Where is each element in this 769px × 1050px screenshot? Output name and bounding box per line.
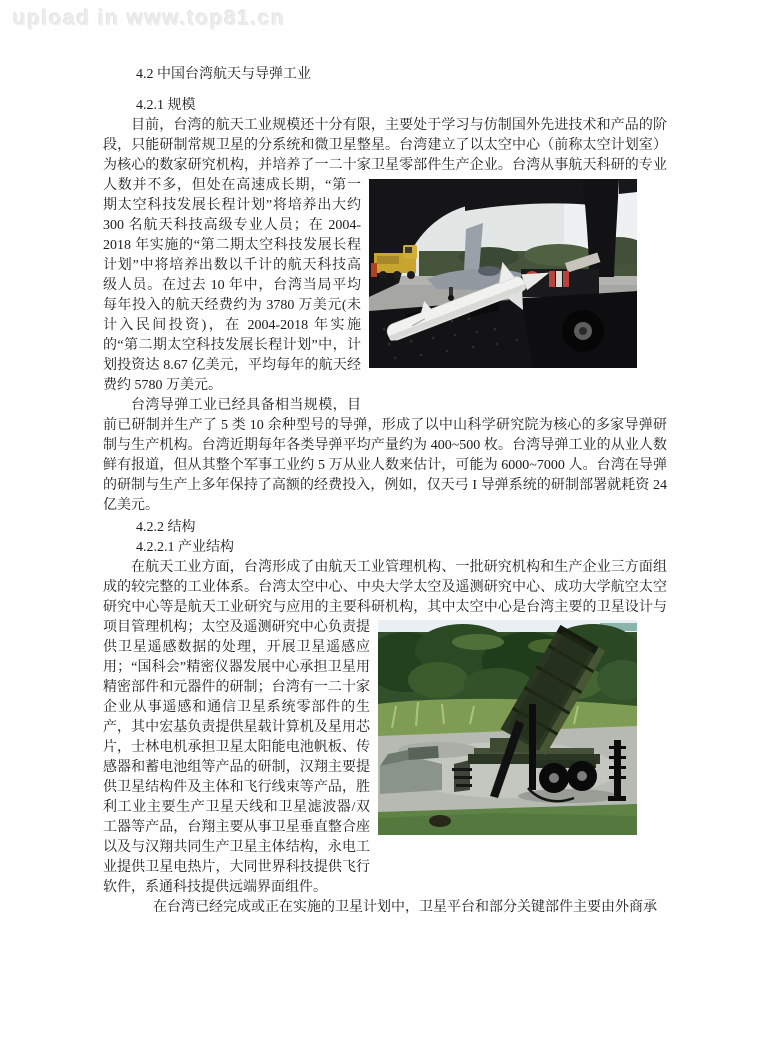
section-heading-4-2: 4.2 中国台湾航天与导弹工业	[136, 67, 311, 82]
paragraph-space-industry-scale	[103, 116, 667, 396]
paragraph-missile-industry: 台湾导弹工业已经具备相当规模，目前已研制并生产了 5 类 10 余种型号的导弹，形成了以中山科学研究院为核心的多家导弹研制与生产机构。台湾近期每年各类导弹平均产量约为 400~500 枚。台湾导弹工业的从业人数鲜有报道，但从其整个军事工业约 5 万从业人数来估计，可能为 6000~7000 人。台湾在导弹的研制与生产上多年保持了高额的经费投入，例如，仅天弓 I 导弹系统的研制部署就耗资 24 亿美元。	[103, 398, 667, 513]
paragraph-satellite-programs: 在台湾已经完成或正在实施的卫星计划中，卫星平台和部分关键部件主要由外商承	[153, 900, 657, 915]
support-mast	[529, 704, 536, 790]
paragraph-industry-structure	[103, 558, 667, 898]
paragraph-text: 项目管理机构；太空及遥测研究中心负责提供卫星遥感数据的处理，开展卫星遥感应用；“国科会”精密仪器发展中心承担卫星用精密部件和元器件的研制；台湾有一二十家企业从事遥感和通信卫星系统零部件的生产，其中宏基负责提供星载计算机及星用芯片，士林电机承担卫星太阳能电池帆板、传感器和蓄电池组等产品的研制，汉翔主要提供卫星结构件及主体和飞行线束等产品，胜利工业主要生产卫星天线和卫星滤波器/双工器等产品，台翔主要从事卫星垂直整合座以及与汉翔共同生产卫星主体结构，永电工业提供卫星电热片，大同世界科技提供飞行软件，系通科技提供远端界面组件。	[103, 620, 370, 895]
paragraph-text: 人数并不多，但处在高速成长期，“第一期太空科技发展长程计划”将培养出大约 300 名航天科技高级专业人员；在 2004-2018 年实施的“第二期太空科技发展长程计划”中将培养出数以千计的航天科技高级人员。在过去 10 年中，台湾当局平均每年投入的航天经费约为 3780 万美元(未计入民间投资)，在 2004-2018 年实施的“第二期太空科技发展长程计划”中，计划投资达 8.67 亿美元，平均每年的航天经费约 5780 万美元。	[103, 178, 361, 393]
section-heading-4-2-2-1: 4.2.2.1 产业结构	[136, 540, 234, 555]
photo-missile-launcher	[378, 620, 637, 835]
page-content	[103, 59, 667, 918]
missile-trailer-photo-illustration	[369, 179, 637, 368]
jungle-background	[378, 624, 637, 712]
section-heading-4-2-1: 4.2.1 规模	[136, 98, 196, 113]
photo-missile-on-trailer	[369, 179, 637, 368]
paragraph-text: 在航天工业方面，台湾形成了由航天工业管理机构、一批研究机构和生产企业三方面组成的较完整的工业体系。台湾太空中心、中央大学太空及遥测研究中心、成功大学航空太空研究中心等是航天工业研究与应用的主要科研机构，其中太空中心是台湾主要的卫星设计与	[103, 560, 667, 615]
section-heading-4-2-2: 4.2.2 结构	[136, 520, 196, 535]
watermark: upload in www.top81.cn	[13, 7, 286, 30]
missile-launcher-photo-illustration	[378, 620, 637, 835]
paragraph-text: 目前，台湾的航天工业规模还十分有限，主要处于学习与仿制国外先进技术和产品的阶段，只能研制常规卫星的分系统和微卫星整星。台湾建立了以太空中心（前称太空计划室）为核心的数家研究机构，并培养了一二十家卫星零部件生产企业。台湾从事航天科研的专业	[103, 118, 667, 173]
